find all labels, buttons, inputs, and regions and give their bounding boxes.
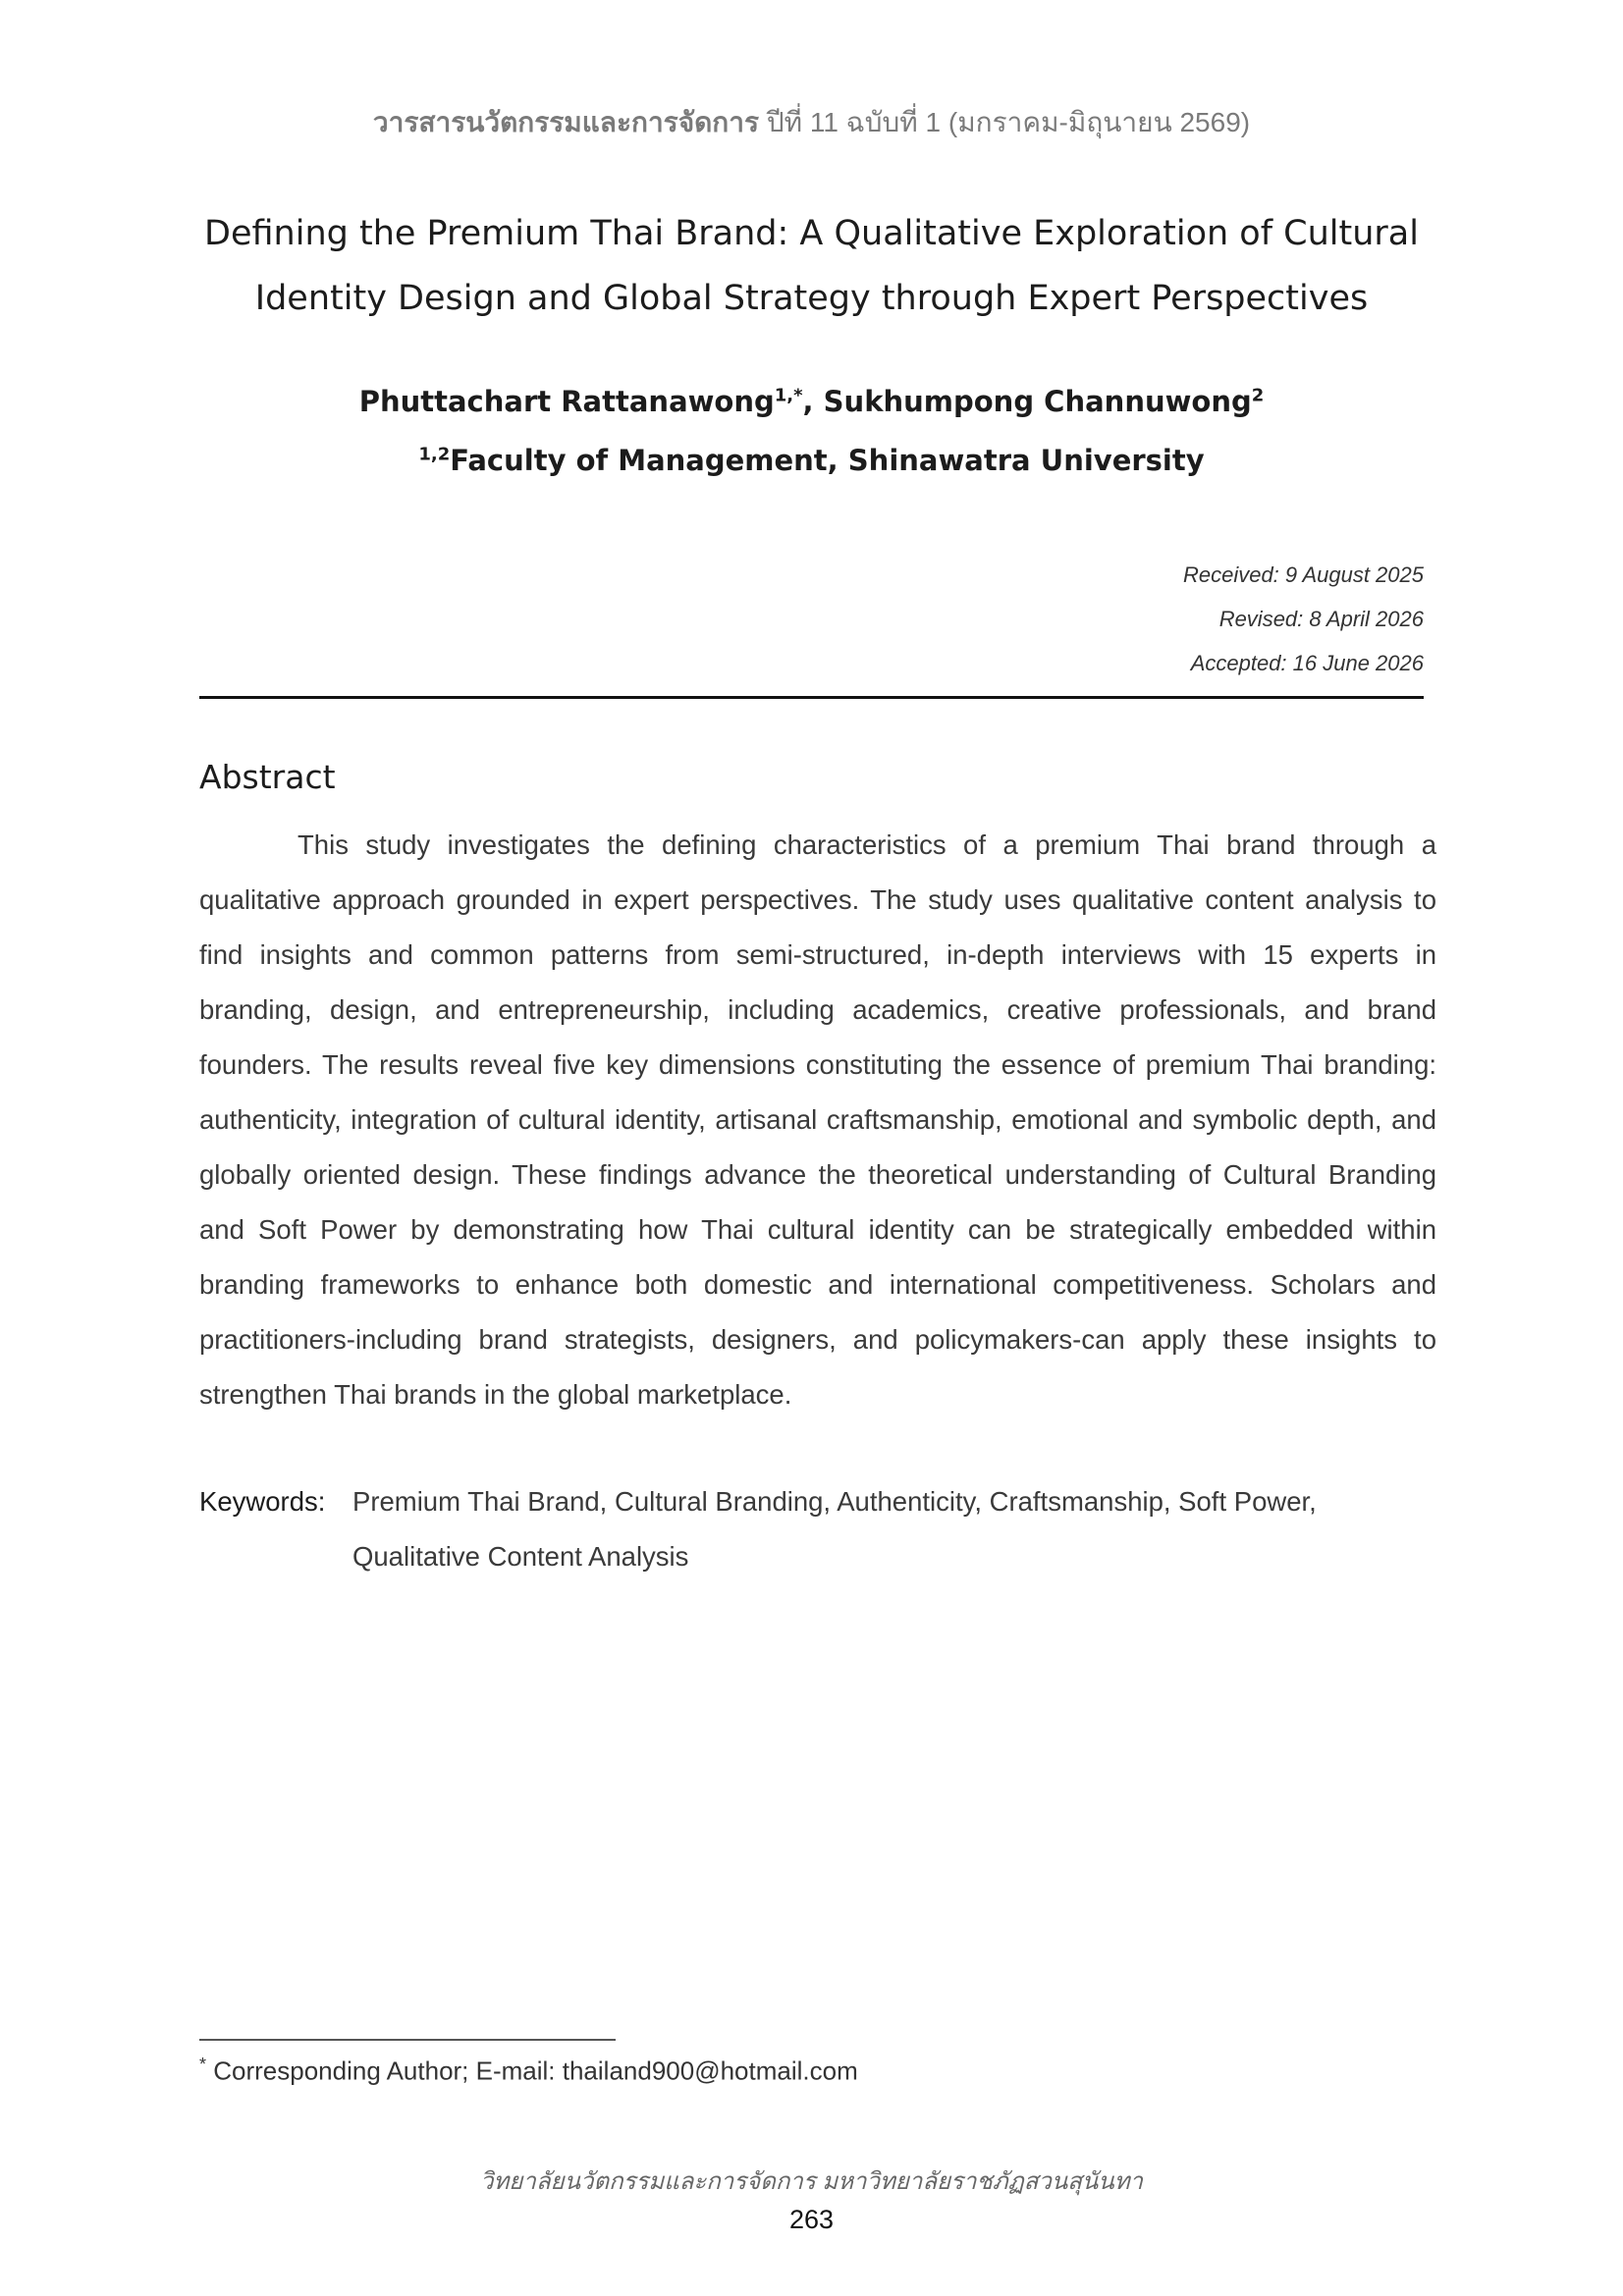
keywords-label: Keywords: [199,1486,326,1517]
header-divider [199,696,1424,699]
affiliation [0,444,1623,477]
abstract-body: This study investigates the defining characteristics of a premium Thai brand through a qualitative approach grounded in expert perspectives. The study uses qualitative content analysis to find insights and common patterns from semi-structured, in-depth interviews with 15 experts in branding, design, and entrepreneurship, including academics, creative professionals, and brand founders. The results reveal five key dimensions constituting the essence of premium Thai branding: authenticity, integration of cultural identity, artisanal craftsmanship, emotional and symbolic depth, and globally oriented design. These findings advance the theoretical understanding of Cultural Branding and Soft Power by demonstrating how Thai cultural identity can be strategically embedded within branding frameworks to enhance both domestic and international competitiveness. Scholars and practitioners-including brand strategists, designers, and policymakers-can apply these insights to strengthen Thai brands in the global marketplace. [199,829,1436,1410]
affiliation-mark: 1,2 [418,444,451,465]
paper-title-line-1: Defining the Premium Thai Brand: A Qualitative Exploration of Cultural [204,214,1419,253]
received-date: Received: 9 August 2025 [1182,562,1424,587]
author-1-mark: 1,* [774,385,803,406]
keywords-line-1: Premium Thai Brand, Cultural Branding, Authenticity, Craftsmanship, Soft Power, [352,1486,1317,1517]
footnote-divider [199,2039,616,2041]
paper-title-line-2: Identity Design and Global Strategy through Expert Perspectives [254,279,1369,318]
author-2: Sukhumpong Channuwong [823,385,1252,418]
revised-date: Revised: 8 April 2026 [1218,607,1424,631]
keywords-line-2: Qualitative Content Analysis [352,1541,689,1572]
paper-title [177,201,1446,331]
author-2-mark: 2 [1251,385,1265,406]
author-separator: , [802,385,824,418]
journal-issue: ปีที่ 11 ฉบับที่ 1 (มกราคม-มิถุนายน 2569) [766,107,1251,137]
footnote-text: Corresponding Author; E-mail: thailand900@hotmail.com [206,2056,858,2086]
accepted-date: Accepted: 16 June 2026 [1190,651,1424,675]
author-1: Phuttachart Rattanawong [358,385,775,418]
author-list [0,385,1623,418]
journal-name: วารสารนวัตกรรมและการจัดการ [372,107,760,137]
footer-university: วิทยาลัยนวัตกรรมและการจัดการ มหาวิทยาลัยราชภัฏสวนสุนันทา [480,2168,1143,2195]
affiliation-text: Faculty of Management, Shinawatra University [450,444,1205,477]
submission-dates [835,553,1424,685]
journal-header [0,101,1623,144]
page-number: 263 [788,2205,835,2234]
abstract-heading: Abstract [199,758,336,796]
keywords-list [352,1474,1433,1584]
footnote-mark: * [199,2055,207,2074]
corresponding-author-footnote [199,2055,858,2087]
